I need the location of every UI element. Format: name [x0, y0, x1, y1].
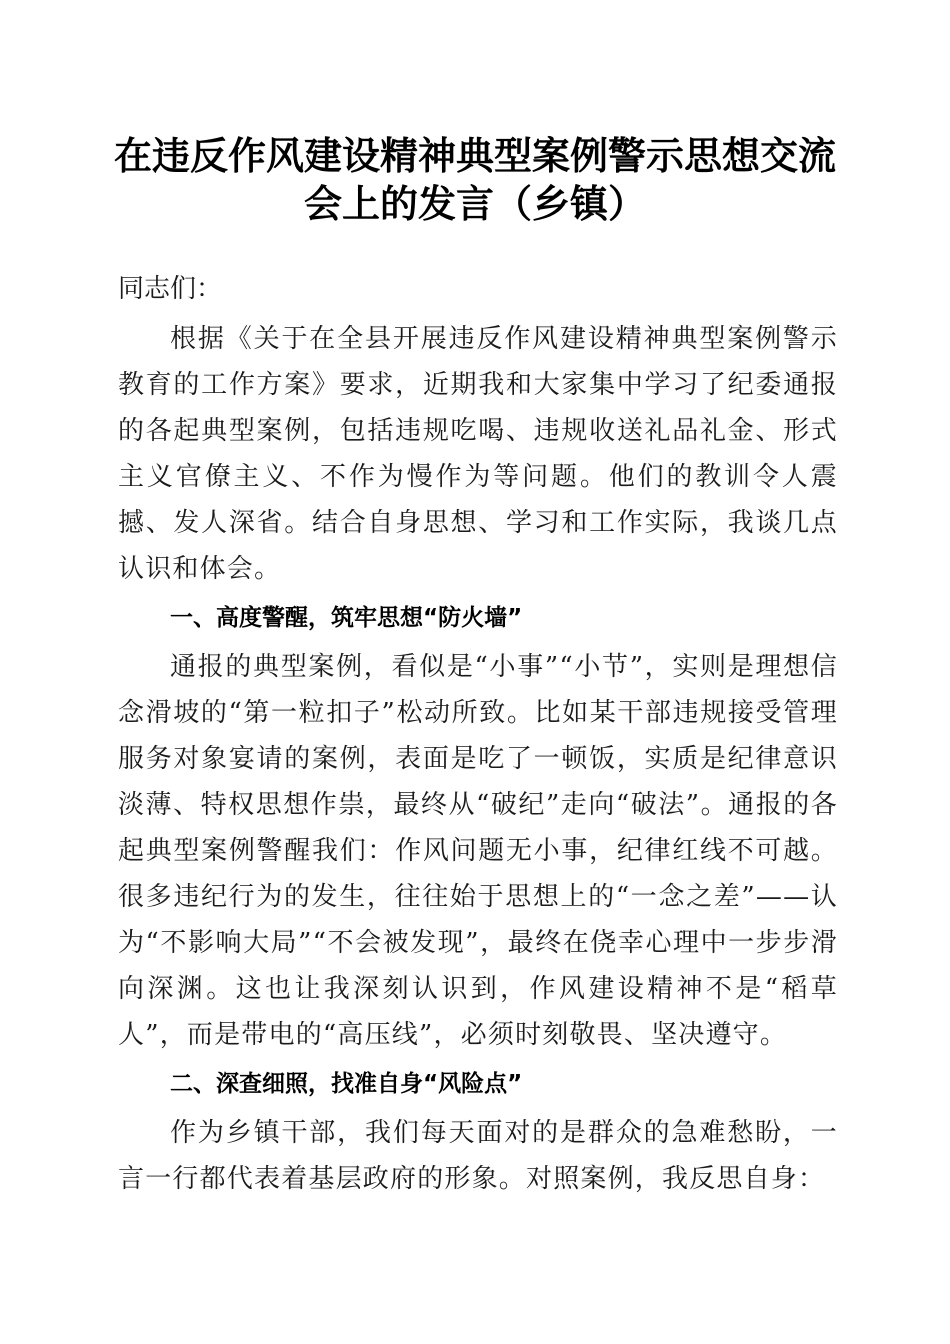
section-1-paragraph: 通报的典型案例，看似是“小事”“小节”，实则是理想信念滑坡的“第一粒扣子”松动所致。比如某干部违规接受管理服务对象宴请的案例，表面是吃了一顿饭，实质是纪律意识淡薄、特权思想作祟，最终从“破纪”走向“破法”。通报的各起典型案例警醒我们：作风问题无小事，纪律红线不可越。很多违纪行为的发生，往往始于思想上的“一念之差”——认为“不影响大局”“不会被发现”，最终在侥幸心理中一步步滑向深渊。这也让我深刻认识到，作风建设精神不是“稻草人”，而是带电的“高压线”，必须时刻敬畏、坚决遵守。	[118, 652, 838, 1050]
document-title: 在违反作风建设精神典型案例警示思想交流会上的发言（乡镇）	[113, 133, 836, 226]
intro-paragraph: 根据《关于在全县开展违反作风建设精神典型案例警示教育的工作方案》要求，近期我和大家集中学习了纪委通报的各起典型案例，包括违规吃喝、违规收送礼品礼金、形式主义官僚主义、不作为慢作为等问题。他们的教训令人震撼、发人深省。结合自身思想、学习和工作实际，我谈几点认识和体会。	[118, 324, 838, 584]
document-body	[118, 262, 838, 1202]
section-1-heading: 一、高度警醒，筑牢思想“防火墙”	[170, 605, 523, 631]
section-2-heading: 二、深查细照，找准自身“风险点”	[170, 1071, 523, 1097]
salutation: 同志们：	[118, 274, 223, 304]
section-2-paragraph: 作为乡镇干部，我们每天面对的是群众的急难愁盼，一言一行都代表着基层政府的形象。对照案例，我反思自身：	[118, 1118, 838, 1194]
